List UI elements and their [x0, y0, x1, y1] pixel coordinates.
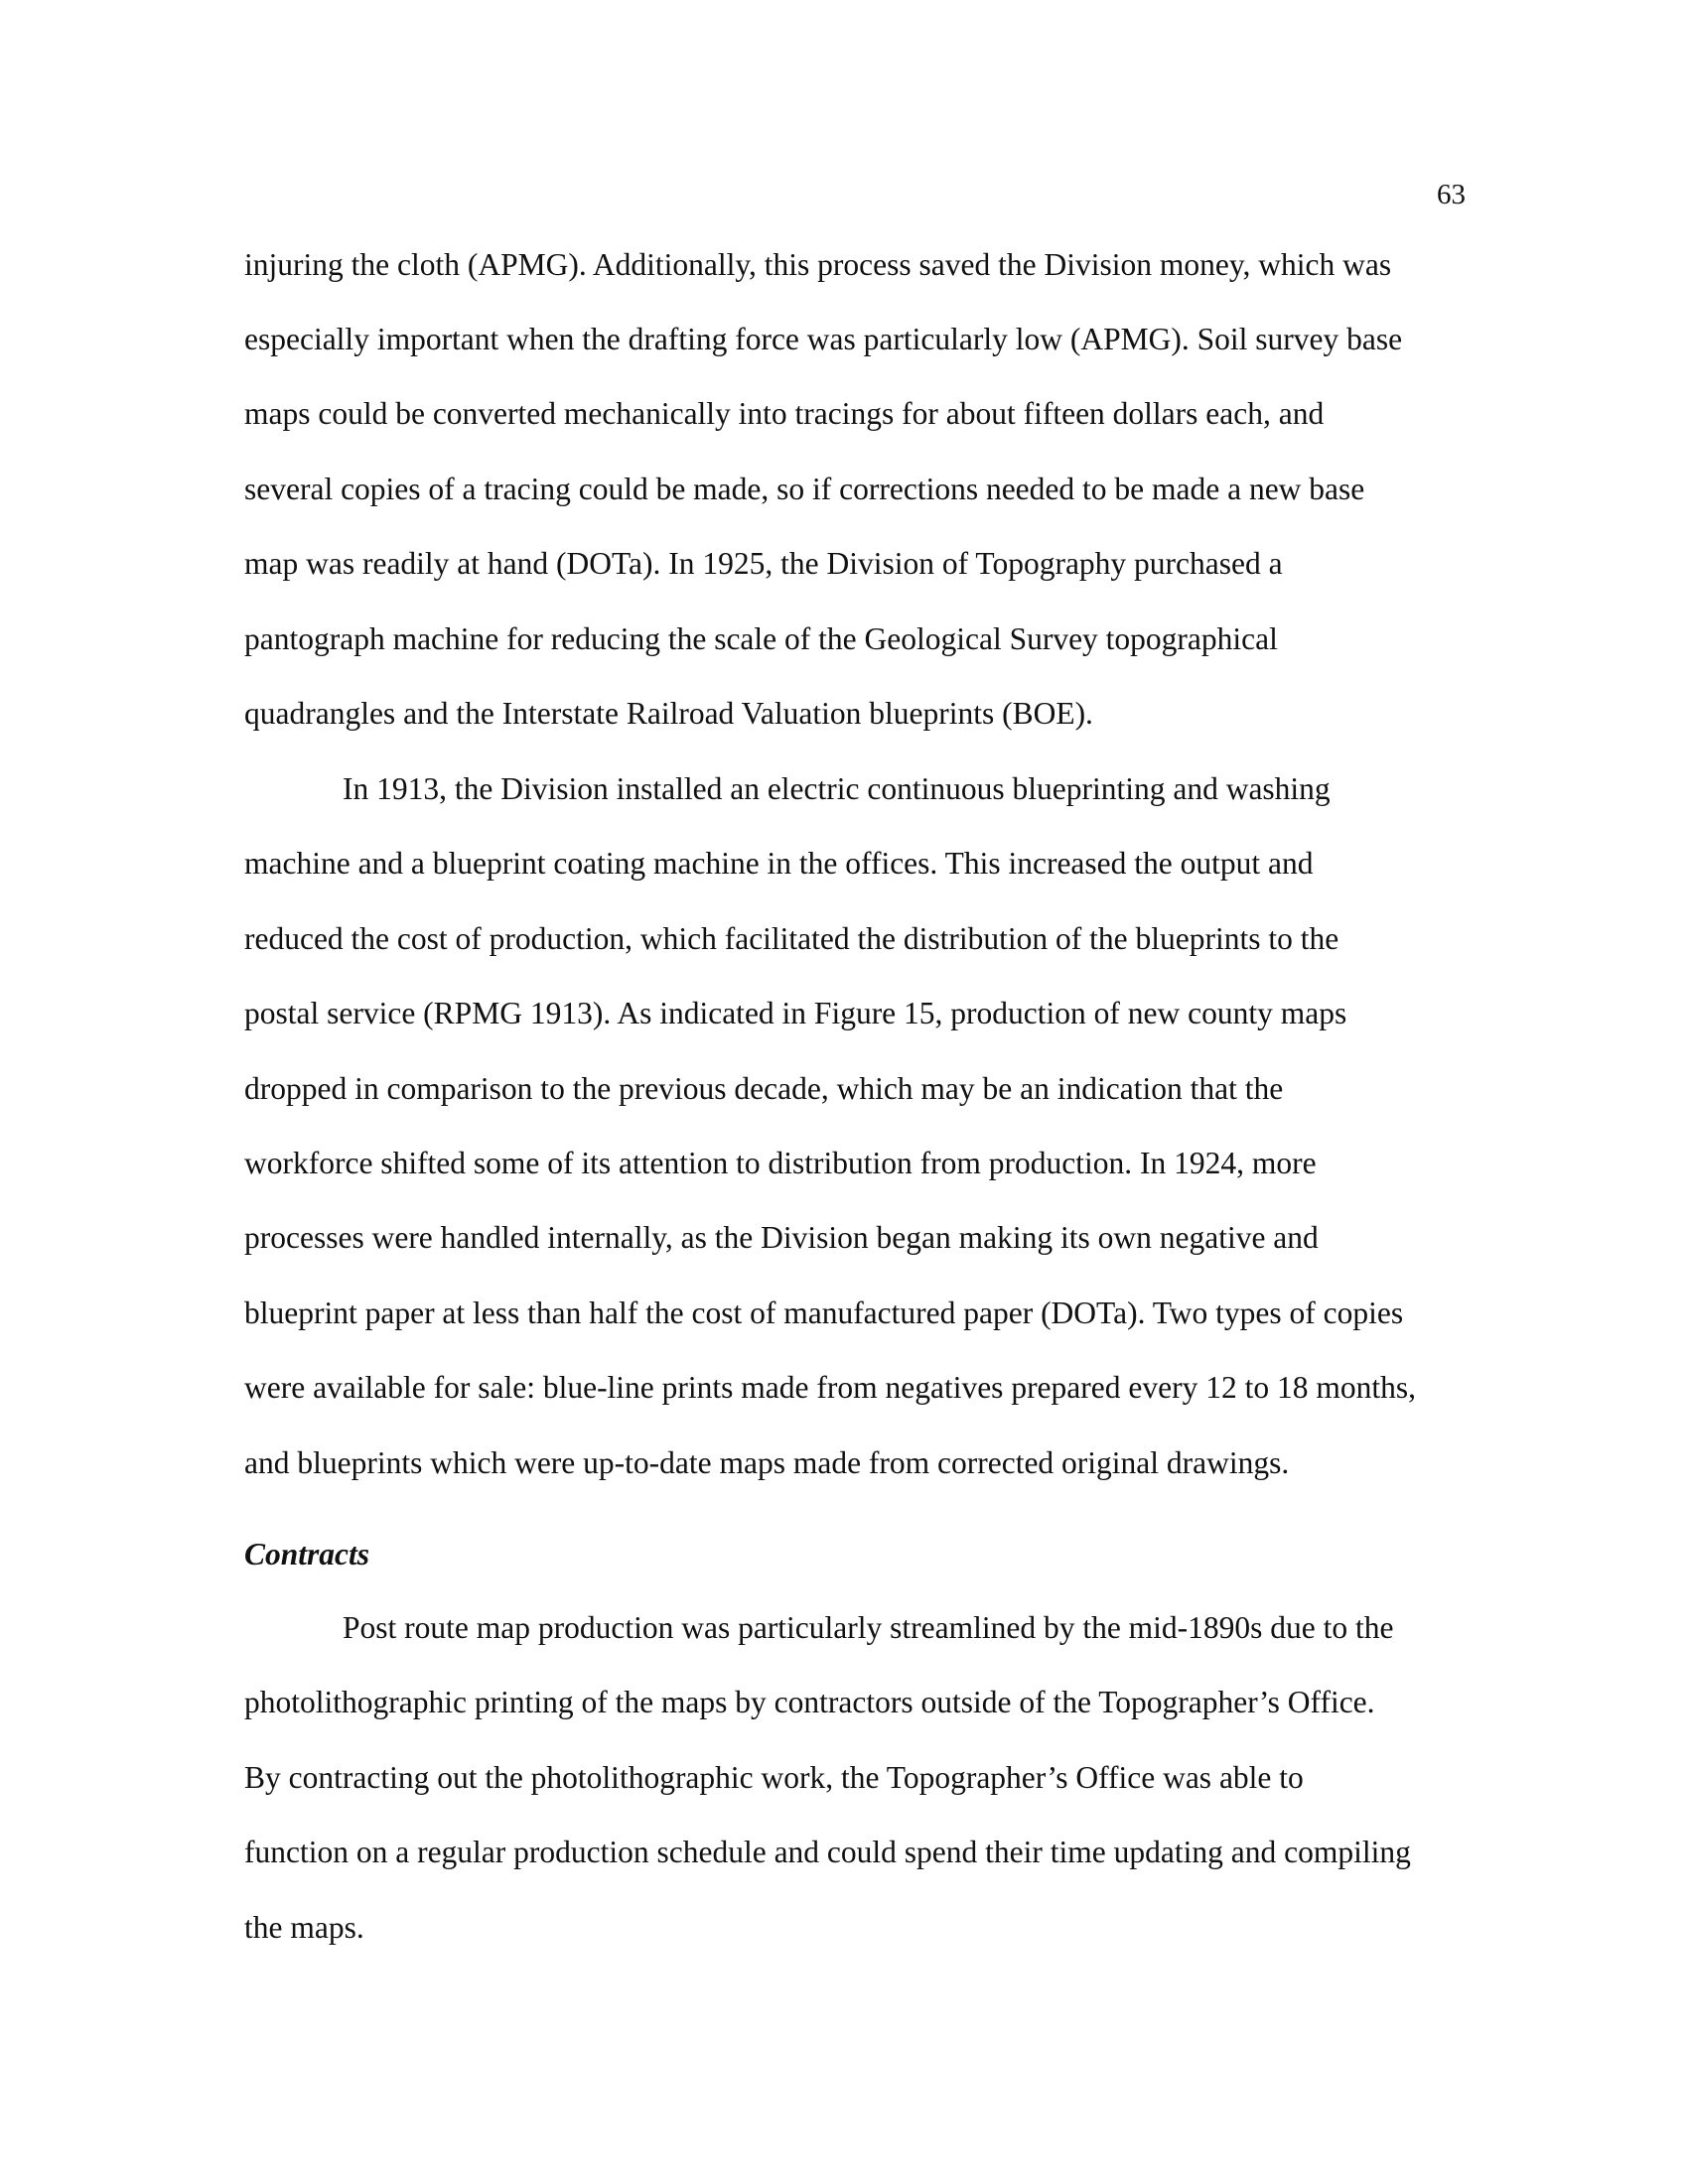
- text-line: were available for sale: blue-line prints made from negatives prepared every 12 to 18 months,: [244, 1370, 1416, 1405]
- text-line: injuring the cloth (APMG). Additionally, this process saved the Division money, which was: [244, 247, 1392, 282]
- text-line: workforce shifted some of its attention to distribution from production. In 1924, more: [244, 1146, 1317, 1180]
- page-number: 63: [1437, 179, 1466, 210]
- text-line: maps could be converted mechanically into tracings for about fifteen dollars each, and: [244, 396, 1325, 431]
- text-line: photolithographic printing of the maps by contractors outside of the Topographer’s Office.: [244, 1685, 1375, 1719]
- text-line: quadrangles and the Interstate Railroad Valuation blueprints (BOE).: [244, 696, 1093, 731]
- text-line: map was readily at hand (DOTa). In 1925, the Division of Topography purchased a: [244, 546, 1283, 581]
- text-line: the maps.: [244, 1910, 364, 1945]
- text-line: and blueprints which were up-to-date maps made from corrected original drawings.: [244, 1445, 1290, 1480]
- text-line: machine and a blueprint coating machine in the offices. This increased the output and: [244, 846, 1314, 881]
- text-line: pantograph machine for reducing the scale of the Geological Survey topographical: [244, 621, 1278, 656]
- text-line: Post route map production was particularly streamlined by the mid-1890s due to the: [343, 1610, 1394, 1645]
- text-line: In 1913, the Division installed an electric continuous blueprinting and washing: [343, 771, 1331, 806]
- text-line: postal service (RPMG 1913). As indicated in Figure 15, production of new county maps: [244, 996, 1347, 1030]
- text-line: By contracting out the photolithographic work, the Topographer’s Office was able to: [244, 1760, 1304, 1795]
- text-line: function on a regular production schedule and could spend their time updating and compiling: [244, 1835, 1411, 1869]
- text-line: several copies of a tracing could be made, so if corrections needed to be made a new base: [244, 472, 1365, 506]
- text-line: especially important when the drafting force was particularly low (APMG). Soil survey base: [244, 322, 1403, 356]
- text-line: processes were handled internally, as the Division began making its own negative and: [244, 1220, 1319, 1255]
- text-line: reduced the cost of production, which facilitated the distribution of the blueprints to the: [244, 921, 1339, 956]
- section-heading: Contracts: [244, 1537, 370, 1571]
- text-line: dropped in comparison to the previous decade, which may be an indication that the: [244, 1071, 1284, 1106]
- text-line: blueprint paper at less than half the cost of manufactured paper (DOTa). Two types of copies: [244, 1296, 1404, 1330]
